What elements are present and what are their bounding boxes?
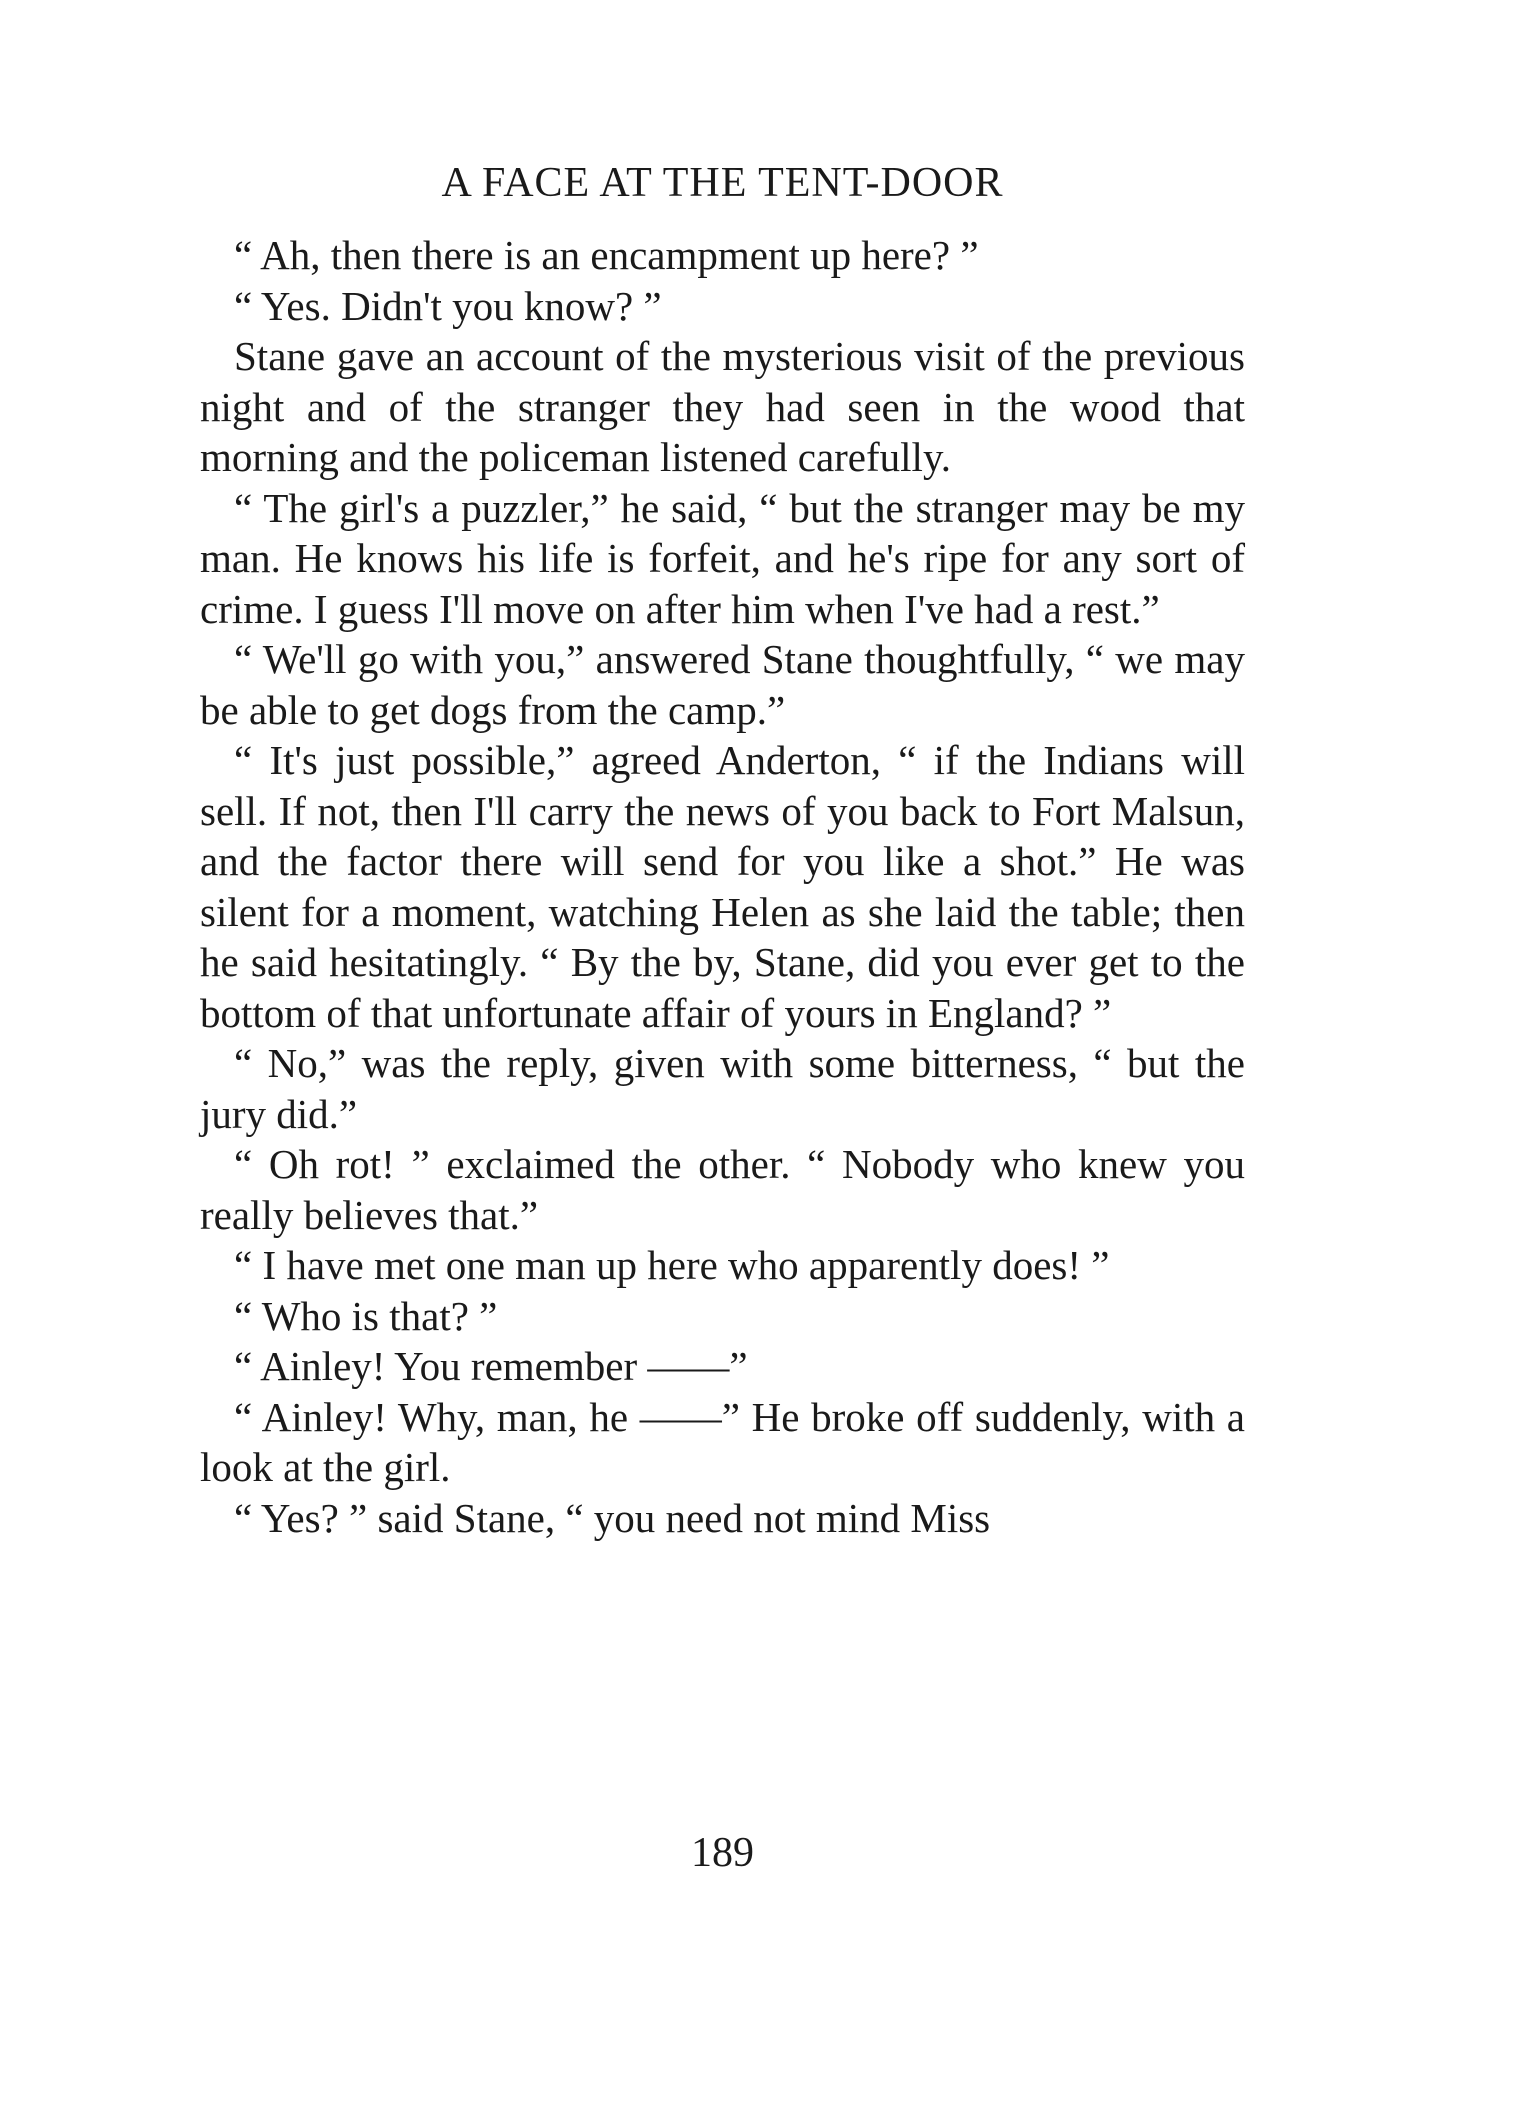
paragraph: “ The girl's a puzzler,” he said, “ but the stranger may be my man. He knows his life is forfeit, and he's ripe for any sort of crime. I guess I'll move on after him when I've had a rest.” bbox=[200, 484, 1245, 632]
paragraph: Stane gave an account of the mysterious visit of the previous night and of the stranger they had seen in the wood that morning and the policeman listened carefully. bbox=[200, 333, 1245, 480]
paragraph: “ Ainley! Why, man, he ——” He broke off suddenly, with a look at the girl. bbox=[200, 1393, 1245, 1490]
paragraph: “ Ah, then there is an encampment up here? ” bbox=[234, 232, 979, 278]
paragraph: “ Oh rot! ” exclaimed the other. “ Nobody who knew you really believes that.” bbox=[200, 1141, 1245, 1238]
paragraph: “ Yes. Didn't you know? ” bbox=[234, 282, 662, 329]
paragraph: “ We'll go with you,” answered Stane thoughtfully, “ we may be able to get dogs from the camp.” bbox=[200, 636, 1245, 733]
paragraph: “ No,” was the reply, given with some bitterness, “ but the jury did.” bbox=[200, 1040, 1245, 1137]
page-body bbox=[200, 230, 1245, 1543]
running-title: A FACE AT THE TENT-DOOR bbox=[441, 160, 1004, 206]
paragraph: “ Ainley! You remember ——” bbox=[234, 1343, 748, 1389]
paragraph: “ Yes? ” said Stane, “ you need not mind Miss bbox=[234, 1494, 991, 1541]
paragraph: “ Who is that? ” bbox=[234, 1292, 498, 1339]
paragraph: “ I have met one man up here who apparently does! ” bbox=[234, 1242, 1110, 1288]
paragraph: “ It's just possible,” agreed Anderton, “ if the Indians will sell. If not, then I'll carry the news of you back to Fort Malsun, and the factor there will send for you like a shot.” He was silent for a moment, watching Helen as she laid the table; then he said hesitatingly. “ By the by, Stane, did you ever get to the bottom of that unfortunate affair of yours in England? ” bbox=[200, 737, 1245, 1036]
page-number: 189 bbox=[691, 1830, 754, 1876]
